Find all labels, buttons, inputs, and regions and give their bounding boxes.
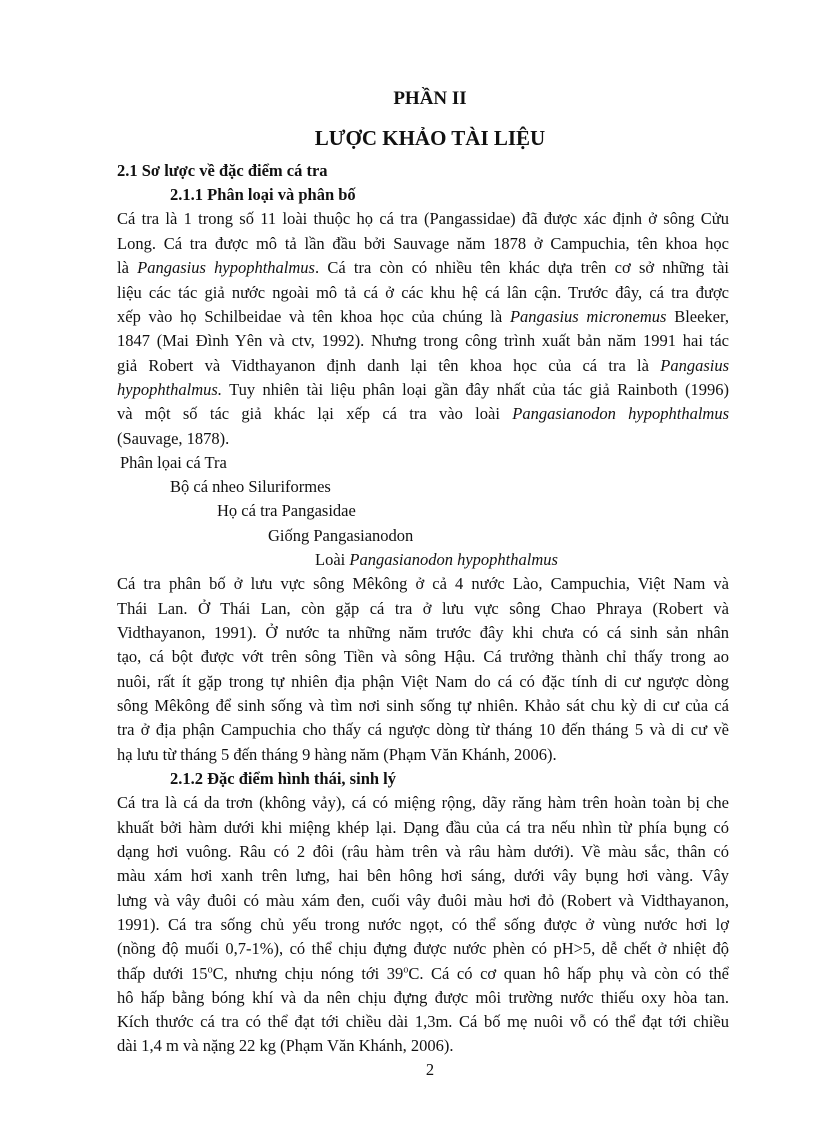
paragraph-line: Cá tra là 1 trong số 11 loài thuộc họ cá tra (Pangassidae) đã được xác định ở sông Cửu — [117, 209, 729, 228]
chapter-title: LƯỢC KHẢO TÀI LIỆU — [314, 126, 546, 150]
paragraph-line: và một số tác giả khác lại xếp cá tra vào loài Pangasianodon hypophthalmus — [117, 404, 729, 423]
paragraph-line: tạo, cá bột được vớt trên sông Tiền và sông Hậu. Cá trưởng thành chỉ thấy trong ao — [117, 647, 729, 666]
paragraph-line: 1991). Cá tra sống chủ yếu trong nước ngọt, có thể sống được ở vùng nước hơi lợ — [117, 915, 729, 934]
taxonomy-family: Họ cá tra Pangasidae — [217, 501, 356, 520]
paragraph-line: lưng và vây đuôi có màu xám đen, cuối vây đuôi màu hơi đỏ (Robert và Vidthayanon, — [117, 891, 729, 910]
paragraph-line: Cá tra là cá da trơn (không vảy), cá có miệng rộng, dãy răng hàm trên hoàn toàn bị che — [117, 793, 729, 812]
scientific-name: Pangasianodon hypophthalmus — [512, 404, 729, 423]
taxonomy-species: Loài Pangasianodon hypophthalmus — [315, 550, 558, 569]
subsection-heading-2-1-1: 2.1.1 Phân loại và phân bố — [170, 185, 356, 204]
paragraph-line: dạng hơi vuông. Râu có 2 đôi (râu hàm trên và râu hàm dưới). Về màu sắc, thân có — [117, 842, 729, 861]
paragraph-line: 1847 (Mai Đình Yên và ctv, 1992). Nhưng trong công trình xuất bản năm 1991 hai tác — [117, 331, 729, 350]
paragraph-line: khuất bởi hàm dưới khi miệng khép lại. Dạng đầu của cá tra nếu nhìn từ phía bụng có — [117, 818, 729, 837]
paragraph-line: hô hấp bằng bóng khí và da nên chịu đựng được môi trường nước thiếu oxy hòa tan. — [117, 988, 729, 1007]
paragraph-line: Cá tra phân bố ở lưu vực sông Mêkông ở cả 4 nước Lào, Campuchia, Việt Nam và — [117, 574, 729, 593]
paragraph-line: (nồng độ muối 0,7-1%), có thể chịu đựng được nước phèn có pH>5, dễ chết ở nhiệt độ — [117, 939, 729, 958]
scientific-name: Pangasius micronemus — [509, 307, 667, 326]
taxonomy-order: Bộ cá nheo Siluriformes — [170, 477, 331, 496]
paragraph-line: (Sauvage, 1878). — [117, 429, 230, 448]
paragraph-line: tra ở địa phận Campuchia cho thấy cá ngược dòng từ tháng 10 đến tháng 5 và di cư về — [117, 720, 729, 739]
paragraph-line: hypophthalmus. Tuy nhiên tài liệu phân loại gần đây nhất của tác giả Rainboth (1996) — [117, 380, 729, 399]
paragraph-line: hạ lưu từ tháng 5 đến tháng 9 hàng năm (Phạm Văn Khánh, 2006). — [117, 745, 557, 764]
paragraph-line: sông Mêkông để sinh sống và tìm nơi sinh sống tự nhiên. Khảo sát chu kỳ di cư của cá — [117, 696, 729, 715]
paragraph-line: Thái Lan. Ở Thái Lan, còn gặp cá tra ở lưu vực sông Chao Phraya (Robert và — [117, 599, 729, 618]
section-heading-2-1: 2.1 Sơ lược về đặc điểm cá tra — [117, 161, 328, 180]
paragraph-line: thấp dưới 15$^o$C, nhưng chịu nóng tới 39$^o$C. Cá có cơ quan hô hấp phụ và còn có thể — [117, 964, 729, 983]
paragraph-line: Vidthayanon, 1991). Ở nước ta những năm trước đây khi chưa có cá sinh sản nhân — [117, 623, 729, 642]
paragraph-line: là Pangasius hypophthalmus. Cá tra còn có nhiều tên khác dựa trên cơ sở những tài — [117, 258, 729, 277]
page-number: 2 — [425, 1060, 435, 1079]
paragraph-line: Kích thước cá tra có thể đạt tới chiều dài 1,3m. Cá bố mẹ nuôi vỗ có thể đạt tới chiều — [117, 1012, 729, 1031]
scientific-name: Pangasius — [660, 356, 729, 375]
scientific-name: hypophthalmus. — [117, 380, 222, 399]
paragraph-line: màu xám hơi xanh trên lưng, hai bên hông hơi sáng, dưới vây bụng hơi vàng. Vây — [117, 866, 729, 885]
taxonomy-heading: Phân lọai cá Tra — [120, 453, 227, 472]
paragraph-line: nuôi, rất ít gặp trong tự nhiên địa phận Việt Nam do cá có đặc tính di cư ngược dòng — [117, 672, 729, 691]
paragraph-line: dài 1,4 m và nặng 22 kg (Phạm Văn Khánh, 2006). — [117, 1036, 454, 1055]
paragraph-line: liệu các tác giả nước ngoài mô tả cá ở các khu hệ cá lân cận. Trước đây, cá tra được — [117, 283, 729, 302]
paragraph-line: xếp vào họ Schilbeidae và tên khoa học của chúng là Pangasius micronemus Bleeker, — [117, 307, 729, 326]
paragraph-line: Long. Cá tra được mô tả lần đầu bởi Sauvage năm 1878 ở Campuchia, tên khoa học — [117, 234, 729, 253]
scientific-name: Pangasius hypophthalmus — [137, 258, 315, 277]
scientific-name: Pangasianodon hypophthalmus — [349, 550, 558, 569]
paragraph-line: giả Robert và Vidthayanon định danh lại tên khoa học của cá tra là Pangasius — [117, 356, 729, 375]
subsection-heading-2-1-2: 2.1.2 Đặc điểm hình thái, sinh lý — [170, 769, 397, 788]
taxonomy-genus: Giống Pangasianodon — [268, 526, 414, 545]
part-heading: PHẦN II — [393, 88, 467, 109]
